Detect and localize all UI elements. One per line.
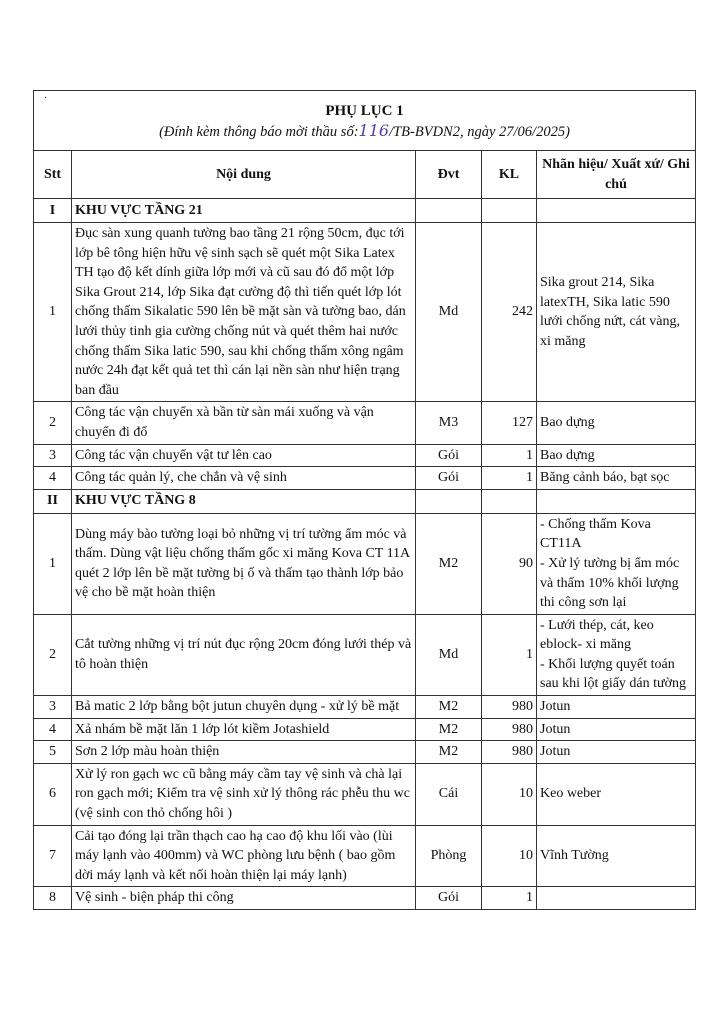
section-empty-note <box>537 199 696 223</box>
table-row <box>34 718 696 741</box>
table-row <box>34 444 696 467</box>
row-stt: 2 <box>34 402 72 444</box>
row-qty: 980 <box>482 718 537 741</box>
table-row <box>34 763 696 825</box>
row-content: Sơn 2 lớp màu hoàn thiện <box>72 741 416 764</box>
row-content: Công tác quản lý, che chắn và vệ sinh <box>72 467 416 490</box>
col-header-stt: Stt <box>34 151 72 199</box>
row-note: Băng cảnh báo, bạt sọc <box>537 467 696 490</box>
row-unit: M2 <box>416 513 482 614</box>
table-row <box>34 825 696 887</box>
section-empty-note <box>537 489 696 513</box>
row-unit: M2 <box>416 741 482 764</box>
row-note: - Lưới thép, cát, keo eblock- xi măng - Khối lượng quyết toán sau khi lột giấy dán tường <box>537 614 696 695</box>
table-row <box>34 614 696 695</box>
subtitle-prefix: (Đính kèm thông báo mời thầu số: <box>159 124 359 140</box>
row-qty: 10 <box>482 825 537 887</box>
row-content: Đục sàn xung quanh tường bao tầng 21 rộng 50cm, đục tới lớp bê tông hiện hữu vệ sinh sạch sẽ quét một Sika Latex TH tạo độ kết dính giữa lớp mới và cũ sau đó đổ một lớp Sika Grout 214, lớp Sika đạt cường độ thì tiến quét lớp lót chống thấm Sikalatic 590 lên bề mặt sàn và tường bao, dán lưới thủy tinh gia cường chống nút và quét thêm hai nước chống thấm Sika latic 590, sau khi chống thấm xông ngâm nước 24h đạt kết quả tet thì cán lại nền sàn như hiện trạng ban đầu <box>72 223 416 402</box>
col-header-content: Nội dung <box>72 151 416 199</box>
row-unit: Phòng <box>416 825 482 887</box>
subtitle-suffix: /TB-BVDN2, ngày 27/06/2025) <box>389 124 570 140</box>
row-stt: 3 <box>34 444 72 467</box>
row-qty: 980 <box>482 696 537 719</box>
row-content: Công tác vận chuyển vật tư lên cao <box>72 444 416 467</box>
table-body <box>34 199 696 910</box>
table-row <box>34 741 696 764</box>
row-stt: 7 <box>34 825 72 887</box>
section-row <box>34 199 696 223</box>
row-content: Vệ sinh - biện pháp thi công <box>72 887 416 910</box>
row-qty: 980 <box>482 741 537 764</box>
row-stt: 4 <box>34 718 72 741</box>
appendix-table <box>33 90 696 910</box>
section-roman: II <box>34 489 72 513</box>
row-content: Cắt tường những vị trí nút đục rộng 20cm đóng lưới thép và tô hoàn thiện <box>72 614 416 695</box>
row-qty: 90 <box>482 513 537 614</box>
col-header-unit: Đvt <box>416 151 482 199</box>
section-title: KHU VỰC TẦNG 21 <box>72 199 416 223</box>
row-note: Vĩnh Tường <box>537 825 696 887</box>
section-empty-qty <box>482 489 537 513</box>
row-content: Bả matic 2 lớp bằng bột jutun chuyên dụng - xử lý bề mặt <box>72 696 416 719</box>
table-row <box>34 402 696 444</box>
row-note: Bao dựng <box>537 402 696 444</box>
row-stt: 1 <box>34 223 72 402</box>
row-unit: Gói <box>416 467 482 490</box>
row-unit: Md <box>416 614 482 695</box>
handwritten-number: 116 <box>358 121 390 140</box>
section-roman: I <box>34 199 72 223</box>
row-note: Bao dựng <box>537 444 696 467</box>
row-unit: Gói <box>416 444 482 467</box>
row-content: Dùng máy bào tường loại bỏ những vị trí tường ẩm móc và thấm. Dùng vật liệu chống thấm gốc xi măng Kova CT 11A quét 2 lớp lên bề mặt tường bị ố và thấm tạo thành lớp bảo vệ cho bề mặt hoàn thiện <box>72 513 416 614</box>
row-qty: 1 <box>482 887 537 910</box>
row-unit: Md <box>416 223 482 402</box>
row-qty: 10 <box>482 763 537 825</box>
section-title: KHU VỰC TẦNG 8 <box>72 489 416 513</box>
table-row <box>34 887 696 910</box>
corner-mark: · <box>44 93 48 104</box>
row-unit: M3 <box>416 402 482 444</box>
row-qty: 1 <box>482 467 537 490</box>
table-row <box>34 467 696 490</box>
section-row <box>34 489 696 513</box>
col-header-qty: KL <box>482 151 537 199</box>
row-note: - Chống thấm Kova CT11A - Xử lý tường bị ẩm móc và thấm 10% khối lượng thi công sơn lại <box>537 513 696 614</box>
row-content: Xử lý ron gạch wc cũ bằng máy cầm tay vệ sinh và chà lại ron gạch mới; Kiểm tra vệ sinh xử lý thông rác phễu thu wc (vệ sinh con thỏ chống hôi ) <box>72 763 416 825</box>
row-stt: 1 <box>34 513 72 614</box>
section-empty-unit <box>416 489 482 513</box>
row-unit: Gói <box>416 887 482 910</box>
row-qty: 1 <box>482 444 537 467</box>
row-qty: 127 <box>482 402 537 444</box>
table-row <box>34 223 696 402</box>
row-qty: 242 <box>482 223 537 402</box>
row-content: Xả nhám bề mặt lăn 1 lớp lót kiềm Jotashield <box>72 718 416 741</box>
row-note: Sika grout 214, Sika latexTH, Sika latic 590 lưới chống nứt, cát vàng, xi măng <box>537 223 696 402</box>
section-empty-qty <box>482 199 537 223</box>
section-empty-unit <box>416 199 482 223</box>
row-note: Jotun <box>537 718 696 741</box>
col-header-note: Nhãn hiệu/ Xuất xứ/ Ghi chú <box>537 151 696 199</box>
row-stt: 4 <box>34 467 72 490</box>
row-unit: M2 <box>416 696 482 719</box>
table-row <box>34 513 696 614</box>
row-qty: 1 <box>482 614 537 695</box>
row-content: Công tác vận chuyển xà bần từ sàn mái xuống và vận chuyển đi đổ <box>72 402 416 444</box>
page-subtitle <box>38 121 691 142</box>
row-stt: 3 <box>34 696 72 719</box>
table-row <box>34 696 696 719</box>
row-note <box>537 887 696 910</box>
row-note: Keo weber <box>537 763 696 825</box>
page-title: PHỤ LỤC 1 <box>325 103 404 119</box>
title-cell <box>34 91 696 151</box>
row-stt: 6 <box>34 763 72 825</box>
header-row <box>34 151 696 199</box>
row-note: Jotun <box>537 741 696 764</box>
row-unit: Cái <box>416 763 482 825</box>
row-content: Cải tạo đóng lại trần thạch cao hạ cao độ khu lối vào (lùi máy lạnh vào 400mm) và WC phòng lưu bệnh ( bao gồm dời máy lạnh và kết nối hoàn thiện lại máy lạnh) <box>72 825 416 887</box>
row-note: Jotun <box>537 696 696 719</box>
row-stt: 2 <box>34 614 72 695</box>
row-stt: 8 <box>34 887 72 910</box>
title-row <box>34 91 696 151</box>
row-stt: 5 <box>34 741 72 764</box>
row-unit: M2 <box>416 718 482 741</box>
